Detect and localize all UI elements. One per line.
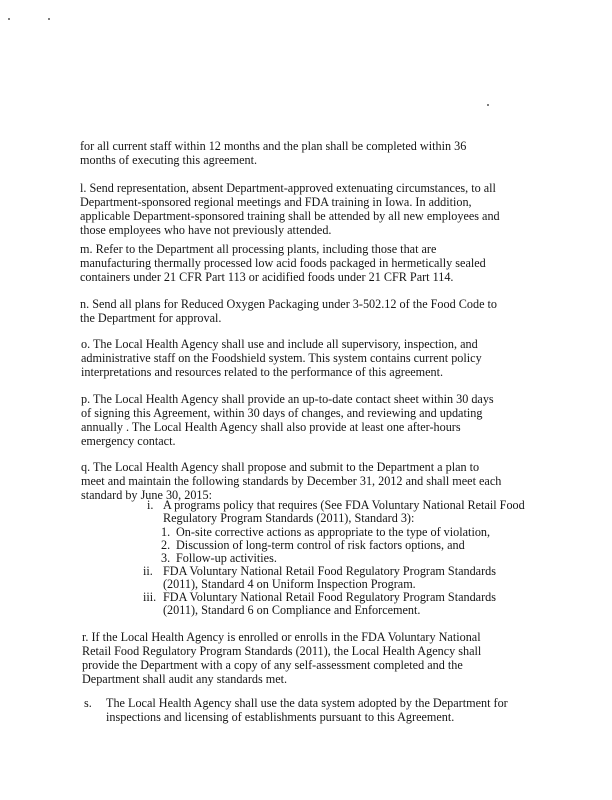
text-line: emergency contact.: [81, 434, 176, 448]
text-line: Follow-up activities.: [176, 551, 277, 565]
scan-speck: [8, 18, 10, 20]
text-line: applicable Department-sponsored training shall be attended by all new employees and: [80, 209, 500, 223]
text-line: for all current staff within 12 months and the plan shall be completed within 36: [80, 139, 467, 153]
text-line: p. The Local Health Agency shall provide an up-to-date contact sheet within 30 days: [81, 392, 494, 406]
text-line: manufacturing thermally processed low acid foods packaged in hermetically sealed: [80, 256, 486, 270]
text-line: those employees who have not previously attended.: [80, 223, 332, 237]
text-line: containers under 21 CFR Part 113 or acidified foods under 21 CFR Part 114.: [80, 270, 454, 284]
text-line: provide the Department with a copy of any self-assessment completed and the: [82, 658, 463, 672]
text-line: On-site corrective actions as appropriate to the type of violation,: [176, 525, 491, 539]
text-line: FDA Voluntary National Retail Food Regulatory Program Standards: [163, 590, 496, 604]
text-line: Department shall audit any standards met.: [82, 672, 288, 686]
text-line: inspections and licensing of establishments pursuant to this Agreement.: [106, 710, 455, 724]
text-line: months of executing this agreement.: [80, 153, 258, 167]
text-line: meet and maintain the following standards by December 31, 2012 and shall meet each: [81, 474, 502, 488]
list-marker: 2.: [161, 538, 171, 552]
text-line: the Department for approval.: [80, 311, 222, 325]
text-line: interpretations and resources related to the performance of this agreement.: [81, 365, 444, 379]
text-line: FDA Voluntary National Retail Food Regulatory Program Standards: [163, 564, 496, 578]
text-line: Regulatory Program Standards (2011), Standard 3):: [163, 511, 415, 525]
text-line: m. Refer to the Department all processing plants, including those that are: [80, 242, 437, 256]
text-line: q. The Local Health Agency shall propose and submit to the Department a plan to: [81, 460, 480, 474]
text-line: administrative staff on the Foodshield system. This system contains current policy: [81, 351, 482, 365]
list-marker: iii.: [143, 590, 157, 604]
scan-speck: [48, 18, 50, 20]
text-line: Department-sponsored regional meetings and FDA training in Iowa. In addition,: [80, 195, 472, 209]
text-line: Discussion of long-term control of risk factors options, and: [176, 538, 465, 552]
list-marker: s.: [84, 696, 92, 710]
text-line: Retail Food Regulatory Program Standards (2011), the Local Health Agency shall: [82, 644, 482, 658]
list-marker: ii.: [143, 564, 153, 578]
text-line: standard by June 30, 2015:: [81, 488, 212, 502]
text-line: l. Send representation, absent Department-approved extenuating circumstances, to all: [80, 181, 496, 195]
text-line: (2011), Standard 6 on Compliance and Enforcement.: [163, 603, 421, 617]
text-line: A programs policy that requires (See FDA Voluntary National Retail Food: [163, 498, 525, 512]
text-line: (2011), Standard 4 on Uniform Inspection Program.: [163, 577, 416, 591]
text-line: of signing this Agreement, within 30 days of changes, and reviewing and updating: [81, 406, 483, 420]
list-marker: 1.: [161, 525, 171, 539]
text-line: n. Send all plans for Reduced Oxygen Packaging under 3-502.12 of the Food Code to: [80, 297, 498, 311]
text-line: annually . The Local Health Agency shall also provide at least one after-hours: [81, 420, 461, 434]
text-line: r. If the Local Health Agency is enrolled or enrolls in the FDA Voluntary National: [82, 630, 481, 644]
list-marker: i.: [147, 498, 154, 512]
list-marker: 3.: [161, 551, 171, 565]
scan-speck: [487, 104, 489, 106]
text-line: The Local Health Agency shall use the data system adopted by the Department for: [106, 696, 508, 710]
text-line: o. The Local Health Agency shall use and include all supervisory, inspection, and: [81, 337, 478, 351]
